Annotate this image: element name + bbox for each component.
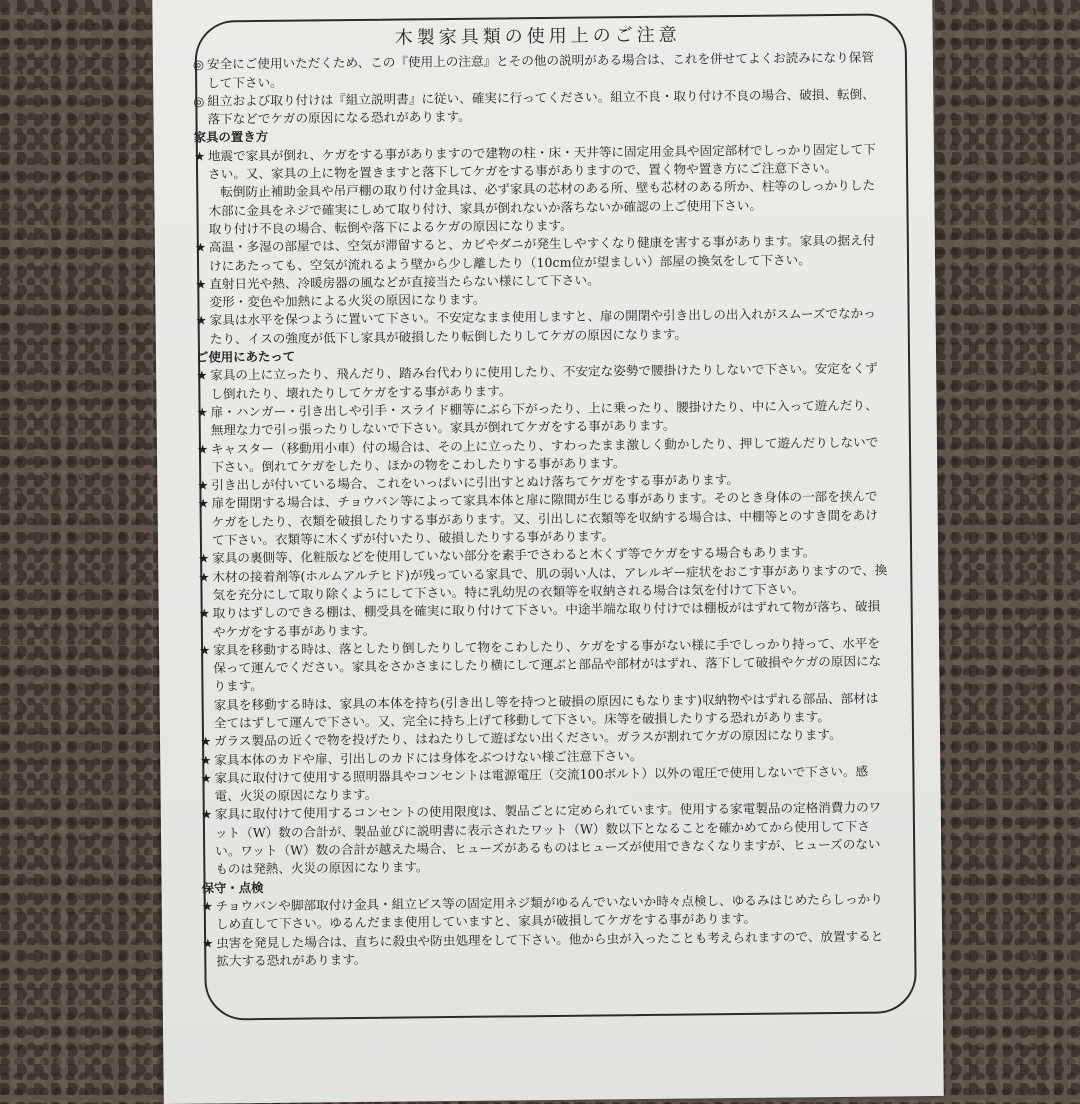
list-item: ★ 扉を開閉する場合は、チョウバン等によって家具本体と扉に隙間が生じる事があります。そのとき身体の一部を挟んでケガをしたり、衣類を破損したりする事があります。又、引出しに衣類等を収納する場合は、中棚等とのすき間をあけて下さい。衣類等に木くずが付いたり、破損したりする事があります。 — [197, 488, 878, 548]
star-icon: ★ — [200, 807, 213, 823]
list-item: ★ 家具に取付けて使用するコンセントの使用限度は、製品ごとに定められています。使用する家電製品の定格消費力のワット（W）数の合計が、製品並びに説明書に表示されたワット（W）数以下となることを確かめてから使用して下さい。ワット（W）数の合計が越えた場合、ヒューズがあるものはヒューズが使用できなくなりますが、ヒューズのないものは発熱、火災の原因になります。 — [200, 799, 882, 877]
star-icon: ★ — [200, 752, 212, 768]
star-icon: ★ — [200, 770, 212, 786]
list-item: ★ 虫害を発見した場合は、直ちに殺虫や防虫処理をして下さい。他から虫が入ったことも考えられますので、放置すると拡大する恐れがあります。 — [202, 928, 884, 969]
list-item-note: 家具を移動する時は、家具の本体を持ち(引き出し等を持つと破損の原因にもなります)収納物やはずれる部品、部材は全てはずして運んで下さい。又、完全に持ち上げて移動して下さい。床等を破損したりする恐れがあります。 — [213, 690, 879, 731]
list-item-note: 転倒防止補助金具や吊戸棚の取り付け金具は、必ず家具の芯材のある所、壁も芯材のある所か、柱等のしっかりした木部に金具をネジで確実にしめて取り付け、家具が倒れないか落ちないか確認の上ご使用下さい。 — [208, 177, 876, 219]
star-icon: ★ — [201, 898, 214, 914]
list-item: ★ 高温・多湿の部屋では、空気が滞留すると、カビやダニが発生しやすくなり健康を害する事があります。家具の据え付けにあたっても、空気が流れるよう壁から少し離したり（10cm位が望ましい）部屋の換気をして下さい。 — [194, 232, 876, 274]
list-item: ★ 扉・ハンガー・引き出しや引手・スライド棚等にぶら下がったり、上に乗ったり、腰掛けたり、中に入って遊んだり、無理な力で引っ張ったりしないで下さい。家具が倒れてケガをする事があります。 — [196, 397, 878, 438]
intro-item: ◎ 組立および取り付けは『組立説明書』に従い、確実に行ってください。組立不良・取り付け不良の場合、破損、転倒、落下などでケガの原因になる恐れがあります。 — [193, 86, 875, 127]
list-item: ★ 家具の裏側等、化粧版などを使用していない部分を素手でさわると木くず等でケガをする場合もあります。 — [198, 543, 888, 569]
section-heading-usage: ご使用にあたって — [195, 348, 296, 365]
list-item: ★ 引き出しが付いている場合、これをいっぱいに引出すとぬけ落ちてケガをする事があります。 — [197, 470, 887, 496]
star-icon: ★ — [197, 495, 209, 512]
section-heading-maintenance: 保守・点検 — [201, 879, 264, 896]
list-item: ★ 家具に取付けて使用する照明器具やコンセントは電源電圧（交流100ボルト）以外の電圧で使用しないで下さい。感電、火災の原因になります。 — [200, 763, 869, 804]
double-circle-icon: ◎ — [193, 93, 205, 109]
intro-item: ◎ 安全にご使用いただくため、この『使用上の注意』とその他の説明がある場合は、これを併せてよくお読みになり保管して下さい。 — [192, 49, 874, 91]
list-item-note: 変形・変色や加熱による火災の原因になります。 — [209, 291, 486, 310]
star-icon: ★ — [194, 239, 207, 255]
notice-content — [193, 16, 893, 970]
star-icon: ★ — [198, 550, 210, 566]
list-item: ★ 家具を移動する時は、落としたり倒したりして物をこわしたり、ケガをする事がない様に手でしっかり持って、水平を保って運んでください。家具をさかさまにしたり横にして運ぶと部品や部材がはずれ、落下して破損やケガの原因になります。 — [199, 635, 882, 694]
list-item: ★ 家具は水平を保つように置いて下さい。不安定なまま使用しますと、扉の開閉や引き出しの出入れがスムーズでなかったり、イスの強度が低下し家具が破損したり転倒したりしてケガの原因になります。 — [195, 306, 876, 347]
star-icon: ★ — [199, 642, 211, 658]
star-icon: ★ — [196, 404, 208, 420]
list-item: ★ 木材の接着剤等(ホルムアルテヒド)が残っている家具で、肌の弱い人は、アレルギー症状をおこす事がありますので、換気を充分にして取り除くようにして下さい。特に乳幼児の衣類等を収納される場合は気を付けて下さい。 — [198, 562, 888, 603]
star-icon: ★ — [197, 477, 209, 493]
star-icon: ★ — [195, 313, 208, 329]
double-circle-icon: ◎ — [192, 56, 205, 72]
star-icon: ★ — [198, 605, 211, 621]
list-item: ★ チョウバンや脚部取付け金具・組立ビス等の固定用ネジ類がゆるんでいないか時々点検し、ゆるみはじめたらしっかりしめ直して下さい。ゆるんだまま使用していますと、家具が破損してケガをする事があります。 — [201, 891, 883, 932]
star-icon: ★ — [195, 276, 207, 292]
list-item: ★ 家具の上に立ったり、飛んだり、踏み台代わりに使用したり、不安定な姿勢で腰掛けたりしないで下さい。安定をくずし倒れたり、壊れたりしてケガをする事があります。 — [196, 360, 878, 402]
list-item: ★ 直射日光や熱、冷暖房器の風などが直接当たらない様にして下さい。 — [195, 268, 885, 294]
star-icon: ★ — [202, 935, 214, 951]
section-heading-placement: 家具の置き方 — [193, 129, 269, 146]
document-title: 木製家具類の使用上のご注意 — [394, 24, 681, 49]
list-item: ★ 家具本体のカドや扉、引出しのカドには身体をぶつけない様ご注意下さい。 — [200, 744, 890, 770]
star-icon: ★ — [198, 569, 210, 585]
star-icon: ★ — [193, 148, 206, 164]
list-item-note: 取り付け不良の場合、転倒や落下によるケガの原因になります。 — [208, 217, 573, 237]
list-item: ★ キャスター（移動用小車）付の場合は、その上に立ったり、すわったまま激しく動かしたり、押して遊んだりしないで下さい。倒れてケガをしたり、ほかの物をこわしたりする事があります。 — [196, 434, 879, 475]
instruction-sheet — [152, 0, 944, 1104]
star-icon: ★ — [196, 367, 208, 384]
list-item: ★ 地震で家具が倒れ、ケガをする事がありますので建物の柱・床・天井等に固定用金具や固定部材でしっかり固定して下さい。又、家具の上に物を置きますと落下してケガをする事がありますので、置く物や置き方にご注意下さい。 — [193, 141, 876, 182]
star-icon: ★ — [196, 441, 209, 457]
star-icon: ★ — [199, 733, 212, 749]
list-item: ★ ガラス製品の近くで物を投げたり、はねたりして遊ばない出ください。ガラスが割れてケガの原因になります。 — [200, 726, 890, 752]
list-item: ★ 取りはずしのできる棚は、棚受具を確実に取り付けて下さい。中途半端な取り付けでは棚板がはずれて物が落ち、破損やケガをする事があります。 — [198, 598, 881, 640]
